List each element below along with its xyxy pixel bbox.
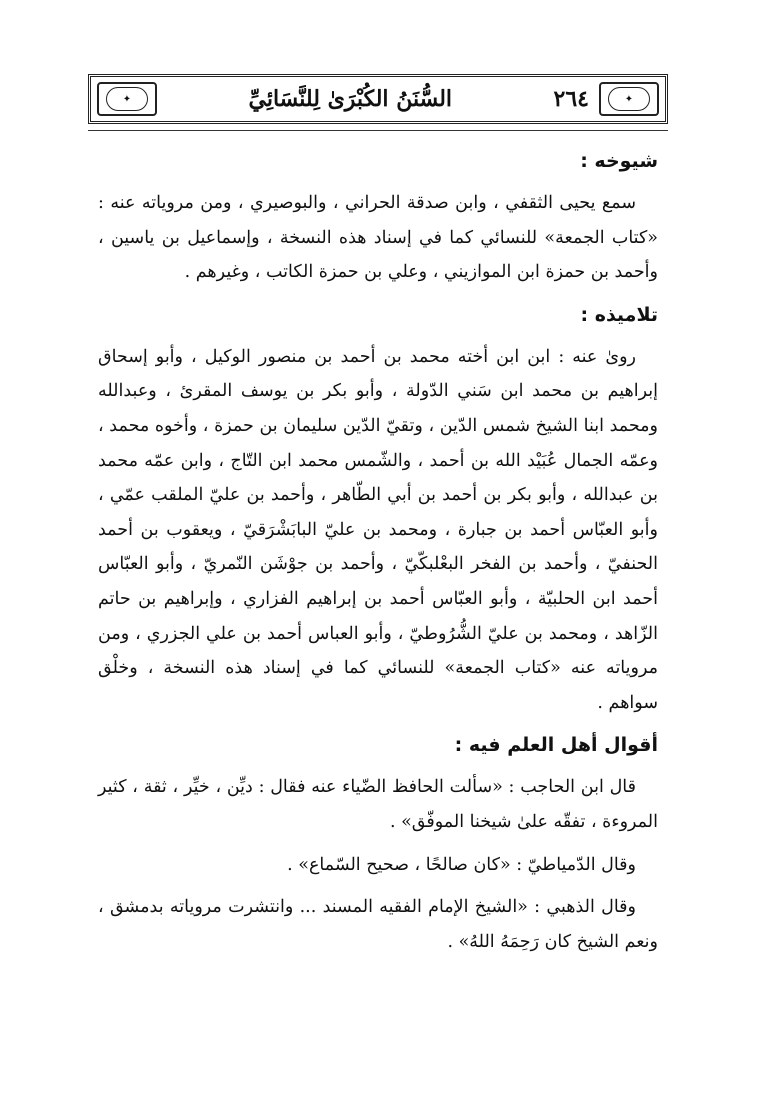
section-heading-opinions: أقوال أهل العلم فيه : — [454, 734, 658, 757]
right-ornament-icon: ✦ — [608, 87, 650, 111]
paragraph: سمع يحيى الثقفي ، وابن صدقة الحراني ، والبوصيري ، ومن مروياته عنه : «كتاب الجمعة» للنسائي كما في إسناد هذه النسخة ، وإسماعيل بن ياسين ، وأحمد بن حمزة ابن الموازيني ، وعلي بن حمزة الكاتب ، وغيرهم . — [98, 193, 658, 283]
section-teachers — [98, 144, 658, 290]
left-ornament-icon: ✦ — [106, 87, 148, 111]
section-students — [98, 298, 658, 721]
section-heading-students: تلاميذه : — [580, 303, 658, 326]
right-ornament — [599, 82, 659, 116]
paragraph: وقال الدّمياطيّ : «كان صالحًا ، صحيح السّماع» . — [287, 854, 636, 875]
book-title: السُّنَنُ الكُبْرَىٰ لِلنَّسَائِيِّ — [248, 86, 453, 112]
page-body — [98, 144, 658, 967]
paragraph: وقال الذهبي : «الشيخ الإمام الفقيه المسند ... وانتشرت مروياته بدمشق ، ونعم الشيخ كان رَحِمَهُ اللهُ» . — [98, 897, 658, 952]
page-number-group — [544, 82, 659, 116]
paragraph: قال ابن الحاجب : «سألت الحافظ الضّياء عنه فقال : ديِّن ، خيِّر ، ثقة ، كثير المروءة ، تفقّه علىٰ شيخنا الموفّق» . — [98, 777, 658, 832]
paragraph: روىٰ عنه : ابن ابن أخته محمد بن أحمد بن منصور الوكيل ، وأبو إسحاق إبراهيم بن محمد ابن سَني الدّولة ، وأبو بكر بن يوسف المقرئ ، وعبدالله ومحمد ابنا الشيخ شمس الدّين ، وتقيّ الدّين سليمان بن حمزة ، وأخوه محمد ، وعمّه الجمال عُبَيْد الله بن أحمد ، والشّمس محمد ابن التّاج ، وابن عمّه محمد بن عبدالله ، وأبو بكر بن أحمد بن أبي الطّاهر ، وأحمد بن عليّ الملقب عمّي ، وأبو العبّاس أحمد بن جبارة ، ومحمد بن عليّ البابَشْرَقيّ ، ويعقوب بن أحمد الحنفيّ ، وأحمد بن الفخر البعْلبكّيّ ، وأحمد بن جوْشَن النّمريّ ، وأبو العبّاس أحمد ابن الحلبيّة ، وأبو العبّاس أحمد بن إبراهيم الفزاري ، وإبراهيم بن حاتم الزّاهد ، ومحمد بن عليّ الشُّرُوطيّ ، وأبو العباس أحمد بن علي الجزري ، ومن مروياته عنه «كتاب الجمعة» للنسائي كما في إسناد هذه النسخة ، وخلْق سواهم . — [98, 346, 658, 713]
page-header — [88, 74, 668, 124]
section-scholar-opinions — [98, 728, 658, 959]
left-ornament — [97, 82, 157, 116]
page-number: ٢٦٤ — [553, 86, 589, 112]
section-heading-teachers: شيوخه : — [580, 150, 658, 172]
header-divider — [88, 130, 668, 131]
